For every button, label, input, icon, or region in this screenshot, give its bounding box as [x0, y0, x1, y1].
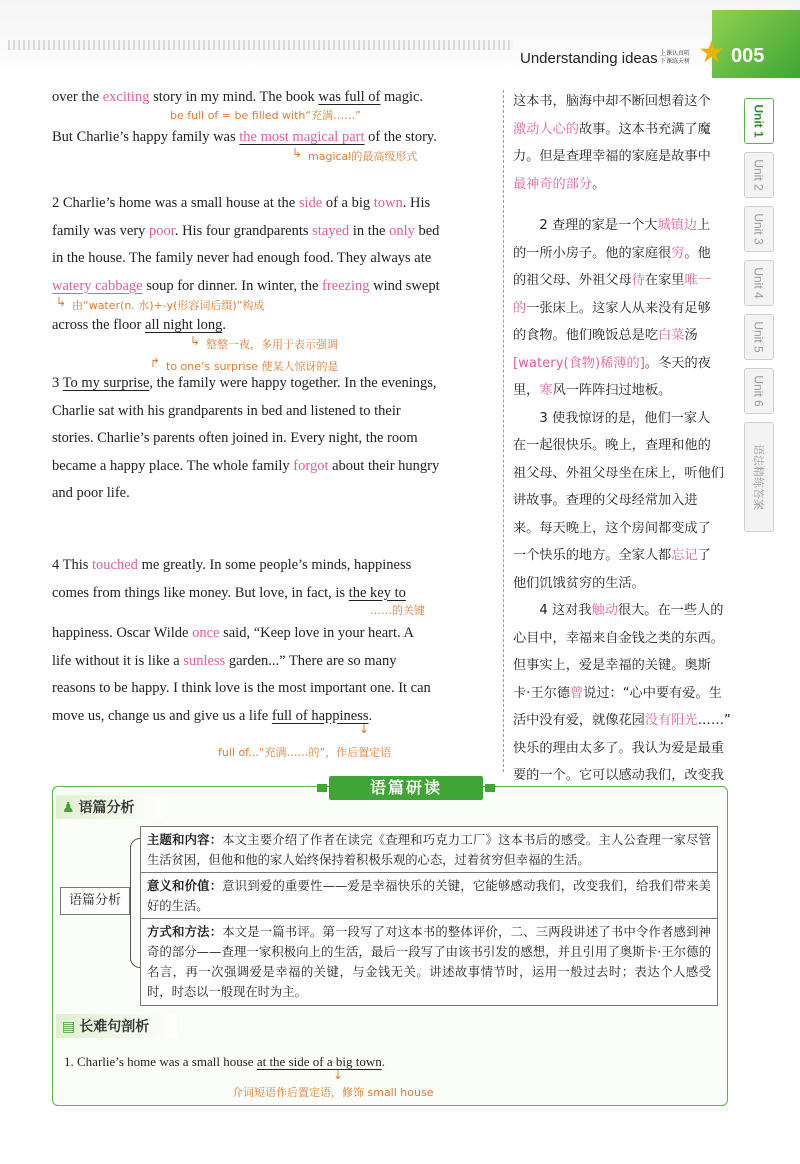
tab-unit-1[interactable]: Unit 1 — [744, 98, 774, 144]
subheading-discourse-analysis: ♟ 语篇分析 — [56, 795, 163, 819]
annotation-arrow: ↓ — [359, 722, 370, 736]
annotation-to-my-surprise: to one’s surprise 使某人惊讶的是 — [166, 360, 339, 373]
sentence-annotation: 介词短语作后置定语，修饰 small house — [232, 1086, 434, 1099]
people-icon: ♟ — [62, 800, 75, 816]
annotation-arrow: ↳ — [292, 146, 303, 160]
annotation-be-full-of: be full of = be filled with“充满……” — [170, 109, 361, 122]
column-divider — [503, 90, 504, 772]
english-paragraph-1-cont: But Charlie’s happy family was the most magical part of the story. — [52, 129, 437, 145]
tab-unit-3[interactable]: Unit 3 — [744, 206, 774, 252]
brace-connector — [130, 838, 140, 968]
tab-unit-4[interactable]: Unit 4 — [744, 260, 774, 306]
english-paragraph-1: over the exciting story in my mind. The book was full of magic. — [52, 89, 424, 105]
unit-tabs — [744, 98, 774, 540]
english-paragraph-4-cont: happiness. Oscar Wilde once said, “Keep love in your heart. A life without it is like a sunless garden...” There are so many reasons to be happy. I think love is the most important one. It can move us, change us and give us a life full of happiness. — [52, 625, 431, 724]
english-paragraph-3: 3 To my surprise, the family were happy together. In the evenings, Charlie sat with his grandparents in bed and listened to their stories. Charlie’s parents often joined in. Every night, the room became a happy place. The whole family forgot about their hungry and poor life. — [52, 375, 440, 501]
annotation-arrow: ↓ — [333, 1068, 344, 1082]
theme-content-box: 主题和内容：本文主要介绍了作者在读完《查理和巧克力工厂》这本书后的感受。主人公查理一家尽管生活贫困，但他和他的家人始终保持着积极乐观的心态，过着贫穷但幸福的生活。 — [140, 826, 718, 874]
page-number: 005 — [731, 45, 765, 67]
header-stripe — [8, 40, 513, 50]
page-header — [0, 0, 800, 78]
meaning-value-box: 意义和价值：意识到爱的重要性——爱是幸福快乐的关键，它能够感动我们，改变我们，给我们带来美好的生活。 — [140, 872, 718, 920]
english-paragraph-2: 2 Charlie’s home was a small house at the side of a big town. His family was very poor. His four grandparents stayed in the only bed in the house. The family never had enough food. They always ate watery cabbage soup for dinner. In winter, the freezing wind swept — [52, 195, 440, 294]
star-mascot-icon: ★ — [698, 35, 725, 70]
annotation-watery: 由“water(n. 水)+-y(形容词后缀)”构成 — [72, 299, 265, 312]
english-paragraph-4: 4 This touched me greatly. In some people’s minds, happiness comes from things like money. But love, in fact, is the key to — [52, 557, 412, 601]
english-paragraph-2-cont: across the floor all night long. — [52, 317, 226, 333]
annotation-the-key-to: ……的关键 — [370, 604, 425, 617]
tab-grammar-answers[interactable]: 语法精练答案 — [744, 422, 774, 532]
tab-unit-2[interactable]: Unit 2 — [744, 152, 774, 198]
chinese-translation: 这本书，脑海中却不断回想着这个 激动人心的故事。这本书充满了魔 力。但是查理幸福的家庭是故事中 最神奇的部分。 2 查理的家是一个大城镇边上 的一所小房子。他的家庭很穷。他 的祖父母、外祖父母待在家里唯一 的一张床上。这家人从来没有足够 的食物。他们晚饭总是吃白菜汤 [watery(食物)稀薄的]。冬天的夜 里，寒风一阵阵扫过地板。 3 使我惊讶的是，他们一家人 在一起很快乐。晚上，查理和他的 祖父母、外祖父母坐在床上，听他们 讲故事。查理的父母经常加入进 来。每天晚上，这个房间都变成了 一个快乐的地方。全家人都忘记了 他们饥饿贫穷的生活。 4 这对我触动很大。在一些人的 心目中，幸福来自金钱之类的东西。 但事实上，爱是幸福的关键。奥斯 卡·王尔德曾说过：“心中要有爱。生 活中没有爱，就像花园没有阳光……” 快乐的理由太多了。我认为爱是最重 要的一个。它可以感动我们，改变我 — [513, 94, 731, 783]
header-slogan: 上课认真听 下课练天树 — [660, 50, 691, 65]
annotation-arrow: ↳ — [190, 334, 201, 348]
long-sentence-1: 1. Charlie’s home was a small house at the side of a big town. — [64, 1054, 385, 1069]
section-title: Understanding ideas — [520, 50, 658, 67]
annotation-magical: magical的最高级形式 — [308, 150, 418, 163]
tab-unit-6[interactable]: Unit 6 — [744, 368, 774, 414]
annotation-arrow: ↳ — [56, 295, 67, 309]
tab-unit-5[interactable]: Unit 5 — [744, 314, 774, 360]
subheading-long-sentence: ▤ 长难句剖析 — [56, 1014, 177, 1038]
annotation-full-of: full of...“充满……的”，作后置定语 — [218, 746, 392, 759]
annotation-all-night-long: 整整一夜，多用于表示强调 — [206, 338, 338, 351]
annotation-arrow: ↱ — [150, 356, 161, 370]
document-icon: ▤ — [62, 1019, 76, 1035]
analysis-label: 语篇分析 — [60, 887, 130, 915]
method-box: 方式和方法：本文是一篇书评。第一段写了对这本书的整体评价，二、三两段讲述了书中令作者感到神奇的部分——查理一家积极向上的生活，最后一段写了由该书引发的感想，并且引用了奥斯卡·王尔德的名言，再一次强调爱是幸福的关键，与金钱无关。讲述故事情节时，运用一般过去时；表达个人感受时，时态以一般现在时为主。 — [140, 918, 718, 1006]
section-banner: 语篇研读 — [329, 776, 483, 800]
